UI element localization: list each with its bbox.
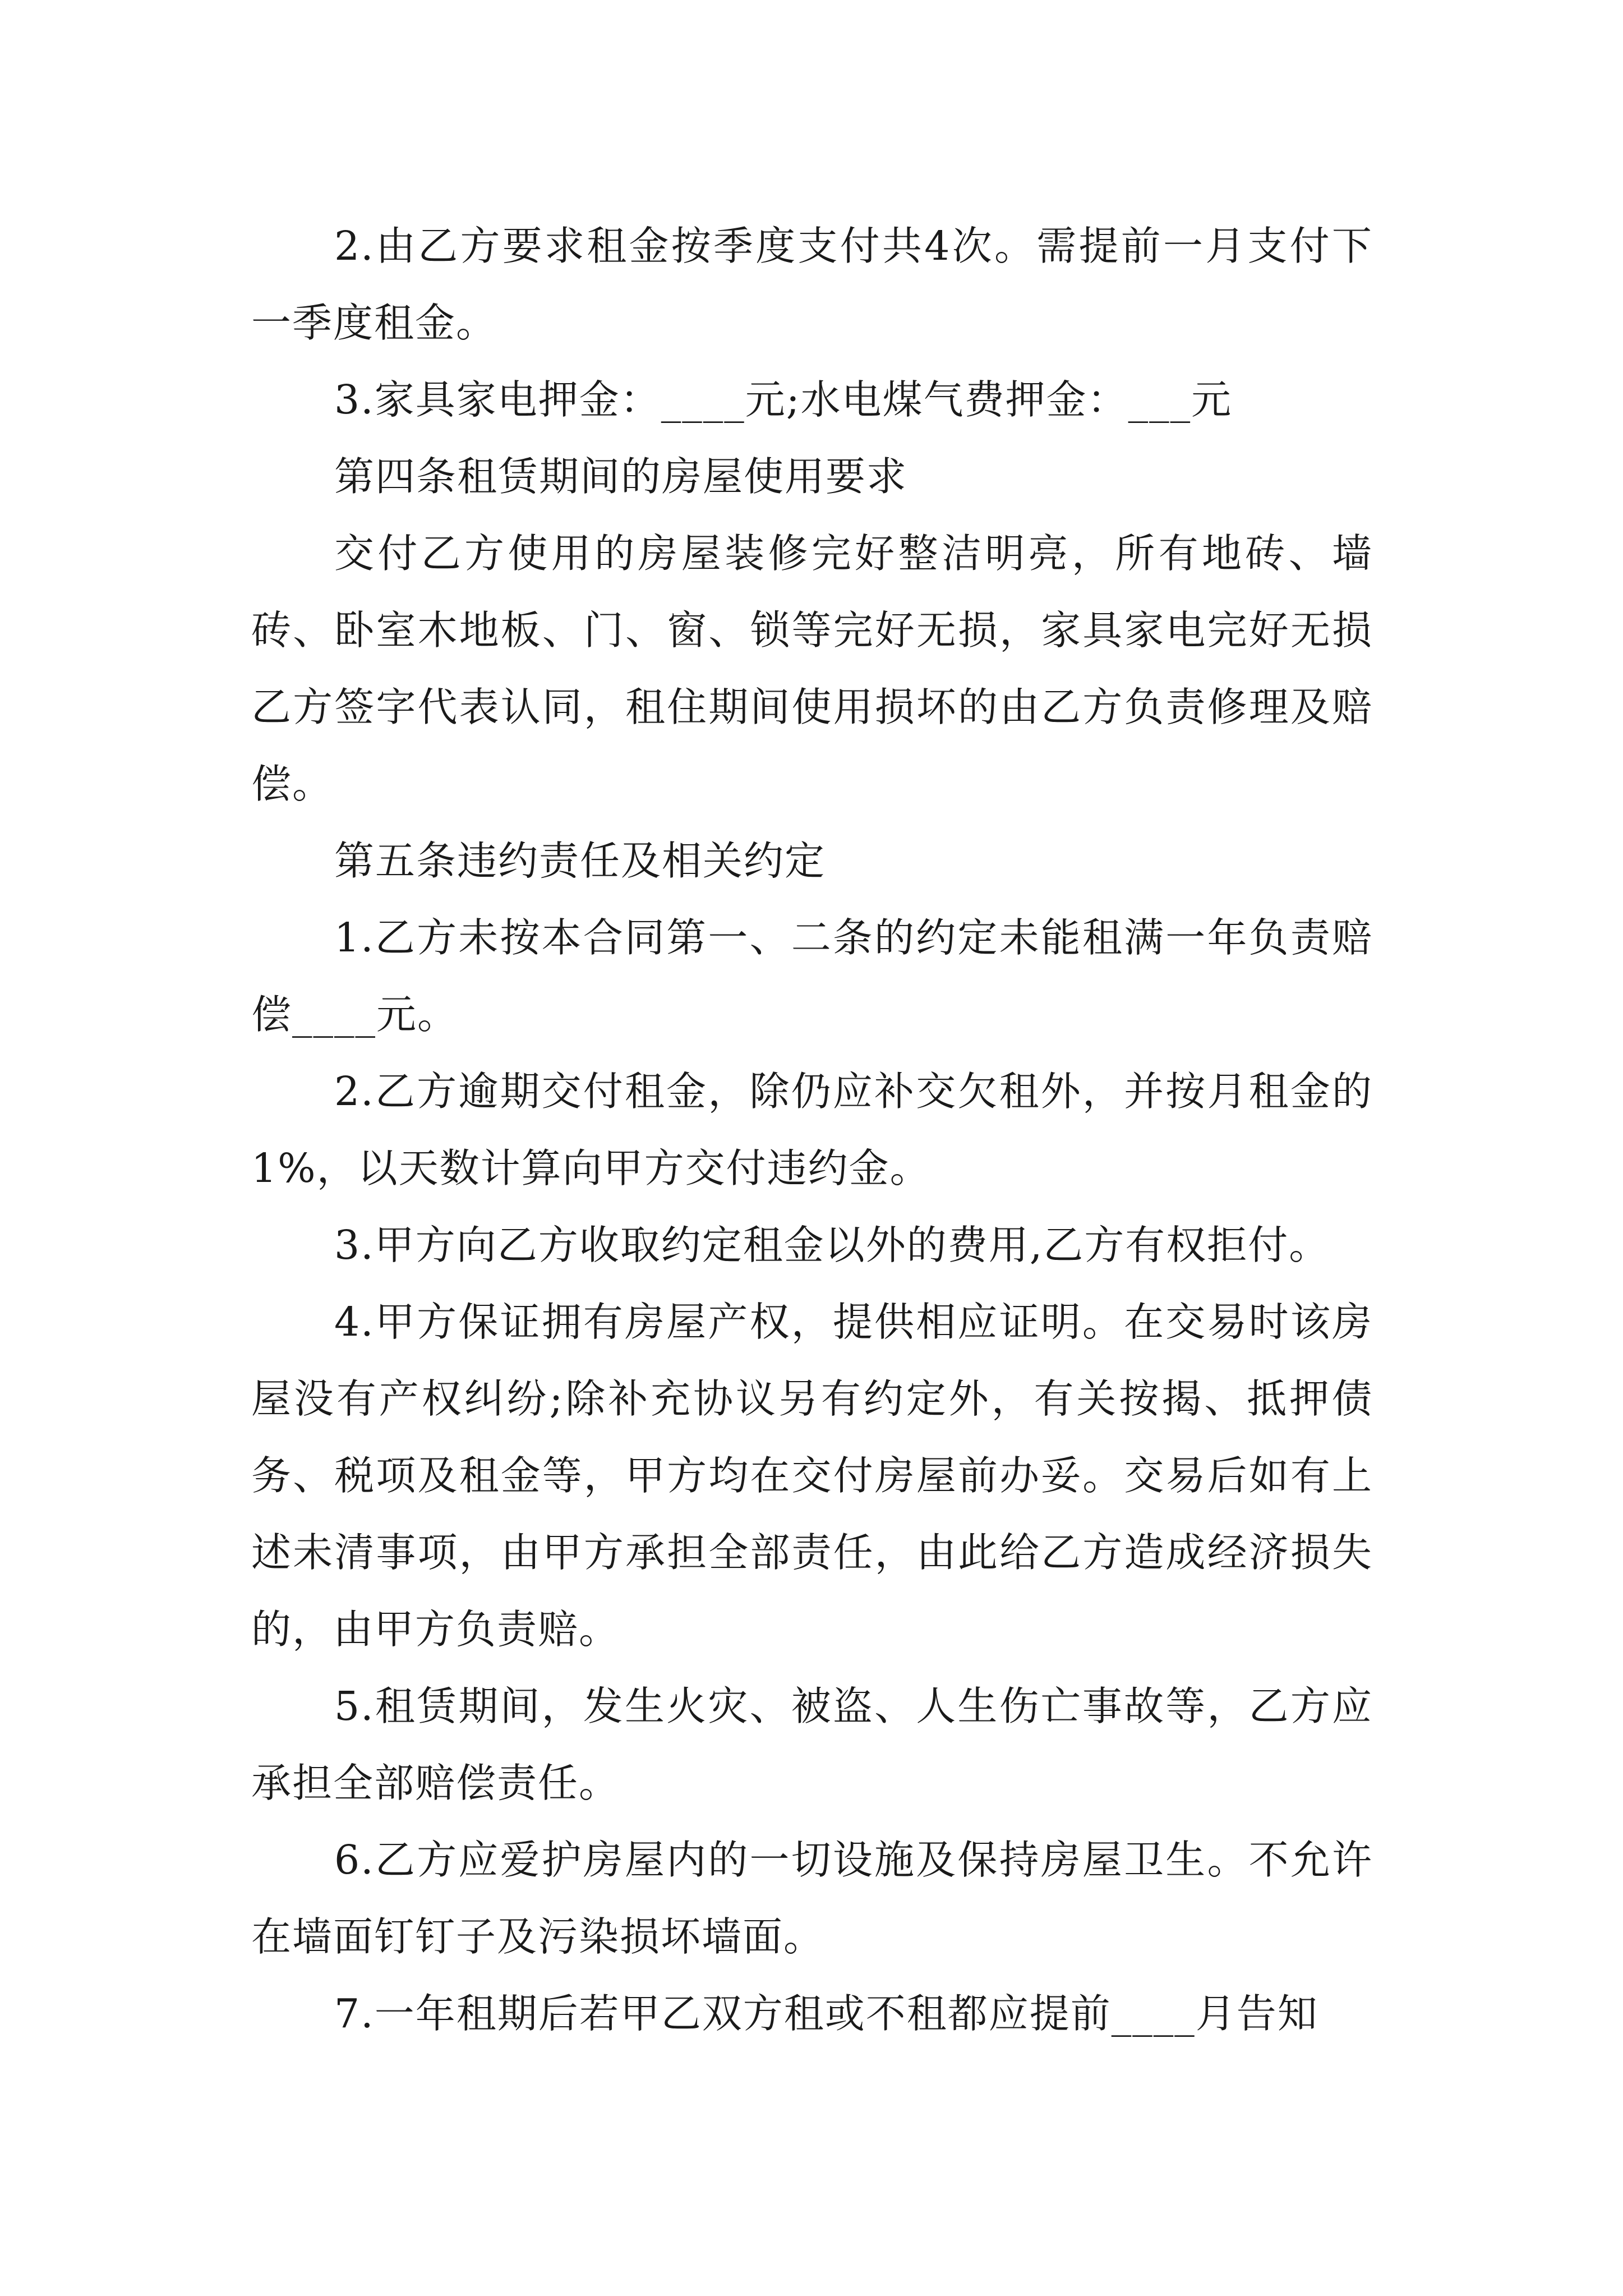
clause-5-item-7: 7.一年租期后若甲乙双方租或不租都应提前____月告知 — [334, 1990, 1318, 2037]
clause-4-body: 交付乙方使用的房屋装修完好整洁明亮，所有地砖、墙砖、卧室木地板、门、窗、锁等完好无损，家具家电完好无损乙方签字代表认同，租住期间使用损坏的由乙方负责修理及赔偿。 — [251, 530, 1373, 807]
clause-3-item-2: 2.由乙方要求租金按季度支付共4次。需提前一月支付下一季度租金。 — [251, 223, 1373, 346]
clause-5-item-6: 6.乙方应爱护房屋内的一切设施及保持房屋卫生。不允许在墙面钉钉子及污染损坏墙面。 — [251, 1837, 1373, 1960]
document-body — [251, 208, 1373, 2052]
clause-5-item-2: 2.乙方逾期交付租金，除仍应补交欠租外，并按月租金的1%，以天数计算向甲方交付违约金。 — [251, 1068, 1373, 1191]
clause-3-item-3: 3.家具家电押金：____元;水电煤气费押金：___元 — [334, 376, 1233, 423]
clause-5-item-5: 5.租赁期间，发生火灾、被盗、人生伤亡事故等，乙方应承担全部赔偿责任。 — [251, 1683, 1373, 1806]
clause-5-item-4: 4.甲方保证拥有房屋产权，提供相应证明。在交易时该房屋没有产权纠纷;除补充协议另有约定外，有关按揭、抵押债务、税项及租金等，甲方均在交付房屋前办妥。交易后如有上述未清事项，由甲方承担全部责任，由此给乙方造成经济损失的，由甲方负责赔。 — [251, 1299, 1373, 1653]
clause-5-heading: 第五条违约责任及相关约定 — [334, 838, 826, 884]
clause-5-item-3: 3.甲方向乙方收取约定租金以外的费用,乙方有权拒付。 — [334, 1222, 1330, 1268]
clause-5-item-1: 1.乙方未按本合同第一、二条的约定未能租满一年负责赔偿____元。 — [251, 914, 1373, 1038]
clause-4-heading: 第四条租赁期间的房屋使用要求 — [334, 453, 908, 500]
